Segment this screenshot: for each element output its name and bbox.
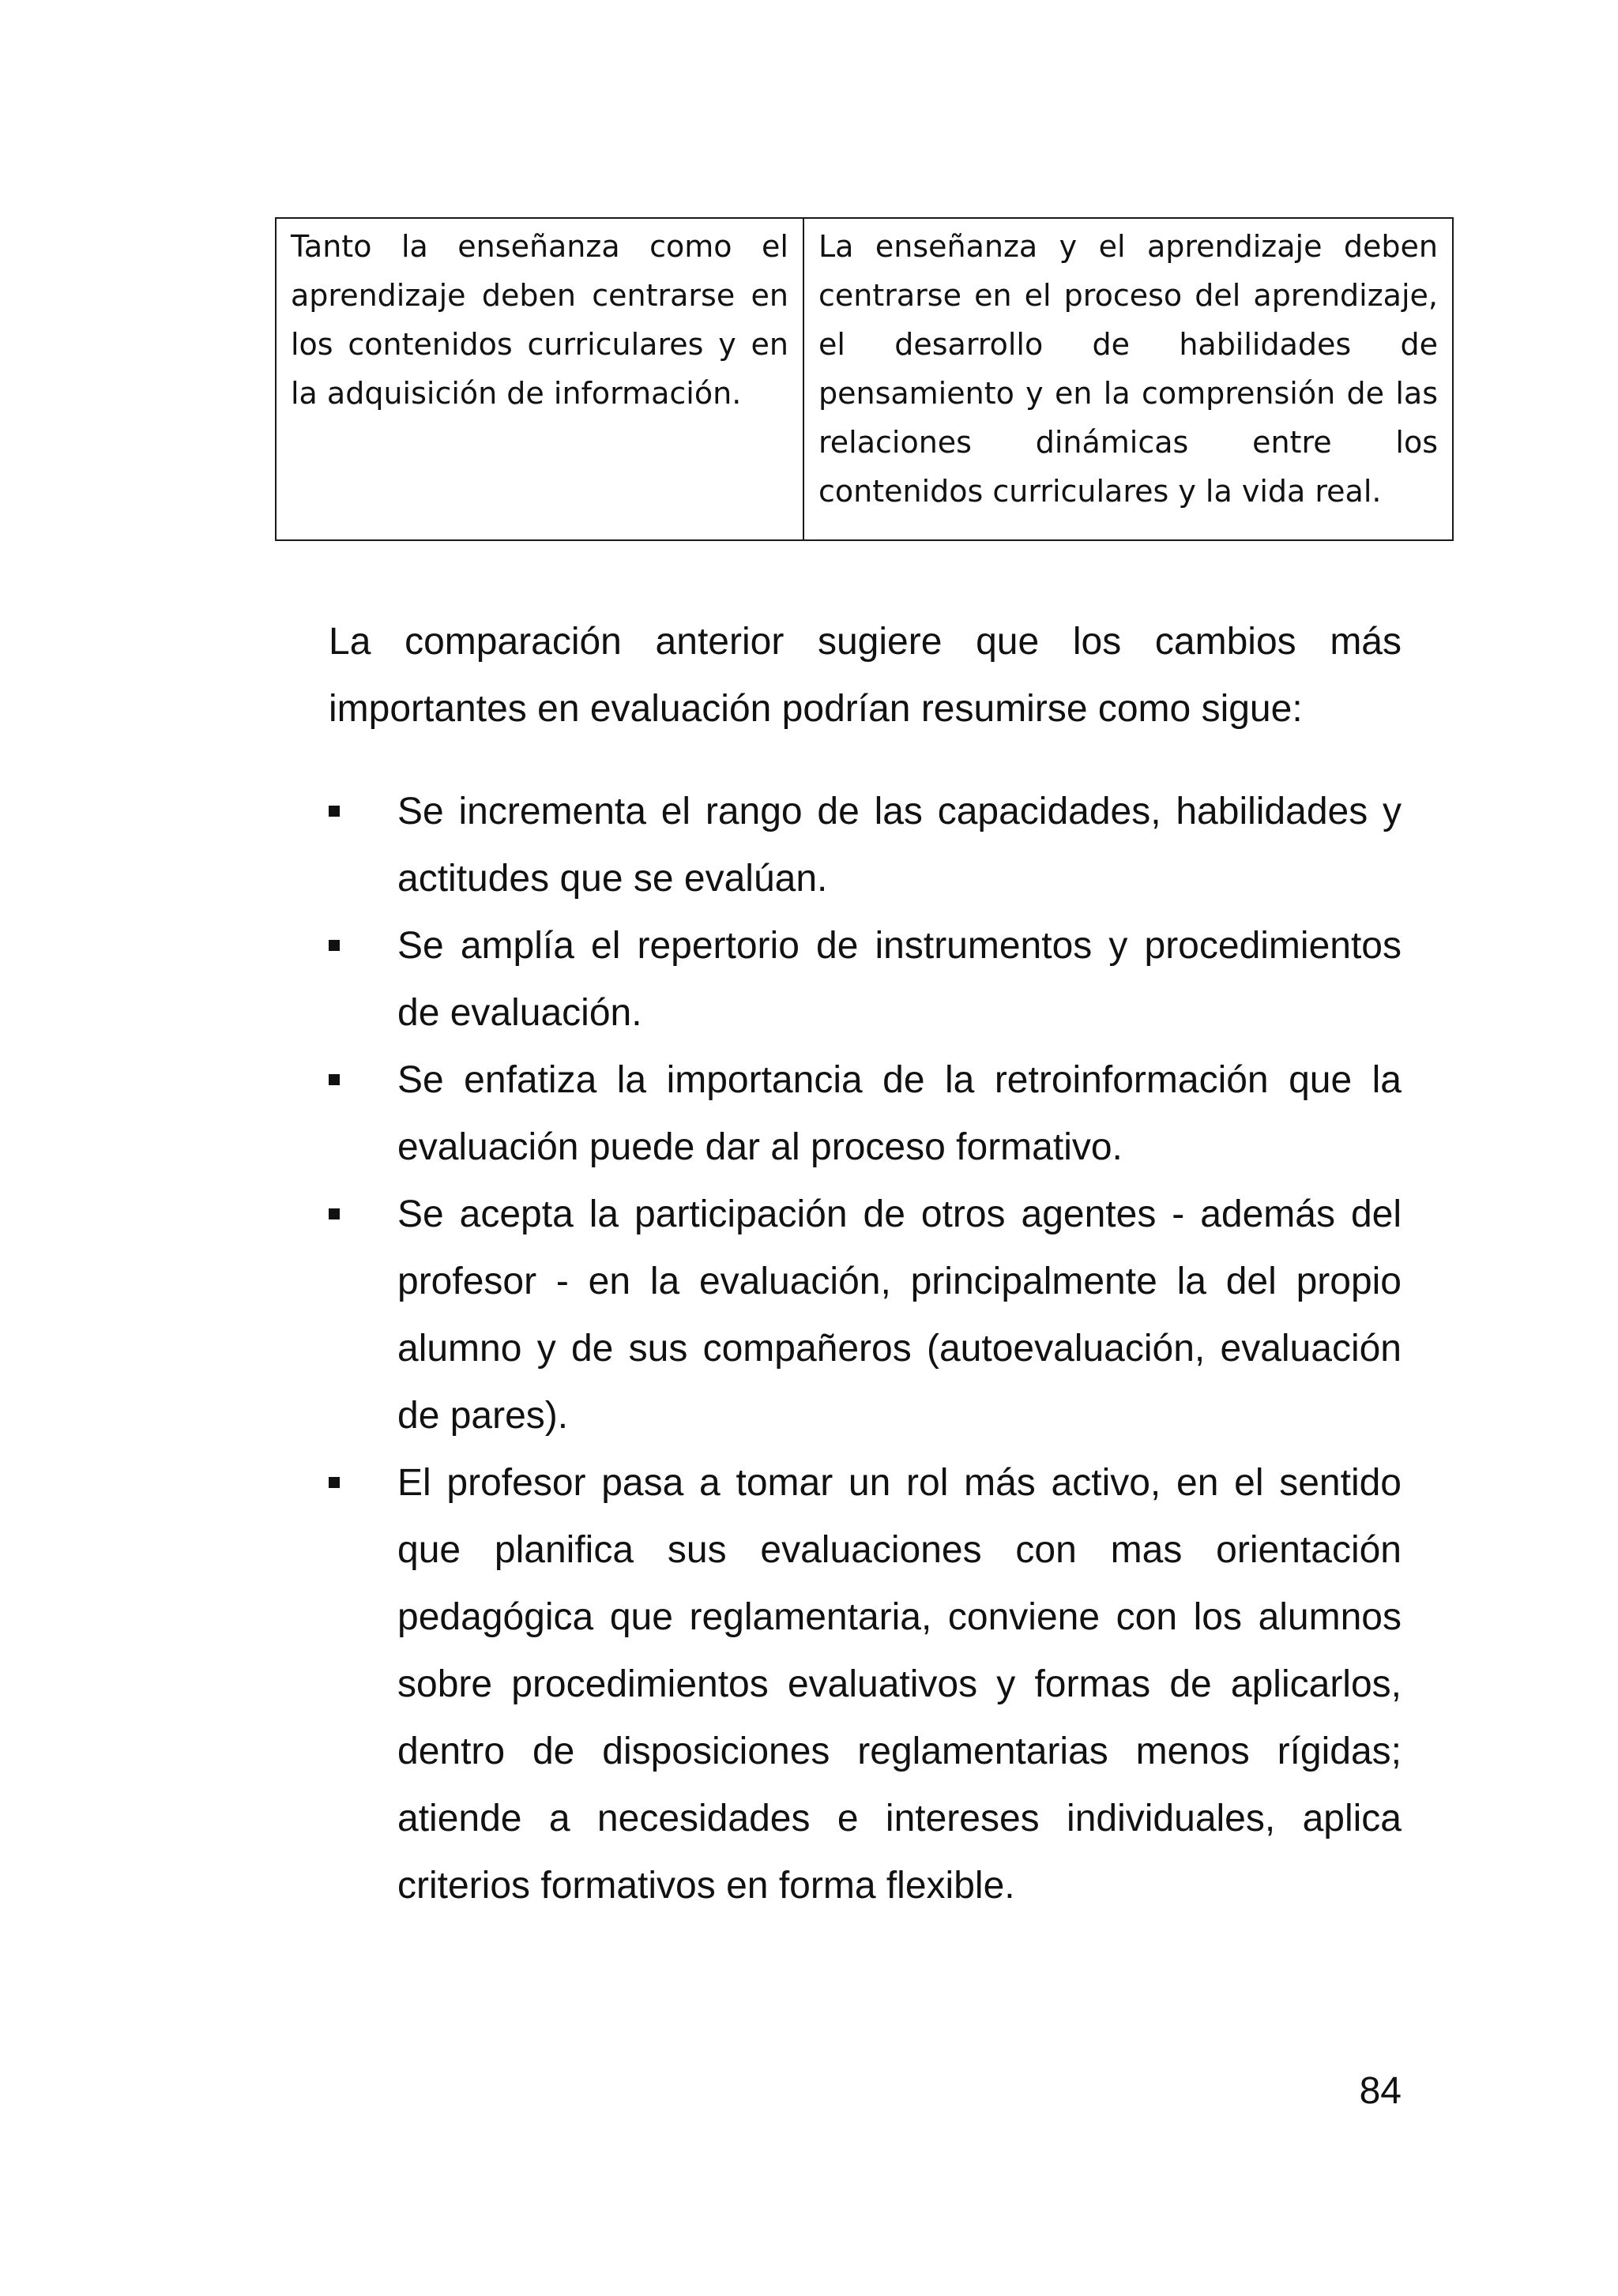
list-item — [329, 1181, 1402, 1449]
bullet-list — [329, 778, 1402, 1919]
table-cell-traditional: Tanto la enseñanza como el aprendizaje deben centrarse en los contenidos curriculares y en la adquisición de información. — [276, 218, 803, 540]
list-item — [329, 912, 1402, 1047]
square-bullet-icon — [329, 806, 340, 817]
list-item-text: Se enfatiza la importancia de la retroinformación que la evaluación puede dar al proceso formativo. — [397, 1059, 1402, 1168]
list-item-text: Se acepta la participación de otros agentes - además del profesor - en la evaluación, principalmente la del propio alumno y de sus compañeros (autoevaluación, evaluación de pares). — [397, 1193, 1402, 1437]
list-item-text: El profesor pasa a tomar un rol más activo, en el sentido que planifica sus evaluaciones con mas orientación pedagógica que reglamentaria, conviene con los alumnos sobre procedimientos evaluativos y formas de aplicarlos, dentro de disposiciones reglamentarias menos rígidas; atiende a necesidades e intereses individuales, aplica criterios formativos en forma flexible. — [397, 1462, 1402, 1907]
square-bullet-icon — [329, 1477, 340, 1488]
list-item — [329, 1047, 1402, 1181]
list-item-text: Se incrementa el rango de las capacidades, habilidades y actitudes que se evalúan. — [397, 791, 1402, 900]
square-bullet-icon — [329, 1208, 340, 1219]
page-number: 84 — [1359, 2070, 1402, 2112]
list-item — [329, 778, 1402, 912]
table-row — [276, 218, 1453, 540]
square-bullet-icon — [329, 940, 340, 951]
list-item — [329, 1449, 1402, 1919]
list-item-text: Se amplía el repertorio de instrumentos y procedimientos de evaluación. — [397, 925, 1402, 1034]
intro-text: La comparación anterior sugiere que los cambios más importantes en evaluación podrían resumirse como sigue: — [329, 621, 1402, 730]
table-cell-new: La enseñanza y el aprendizaje deben centrarse en el proceso del aprendizaje, el desarrollo de habilidades de pensamiento y en la comprensión de las relaciones dinámicas entre los contenidos curriculares y la vida real. — [803, 218, 1453, 540]
intro-paragraph — [329, 608, 1402, 742]
square-bullet-icon — [329, 1074, 340, 1085]
comparison-table — [275, 217, 1454, 541]
